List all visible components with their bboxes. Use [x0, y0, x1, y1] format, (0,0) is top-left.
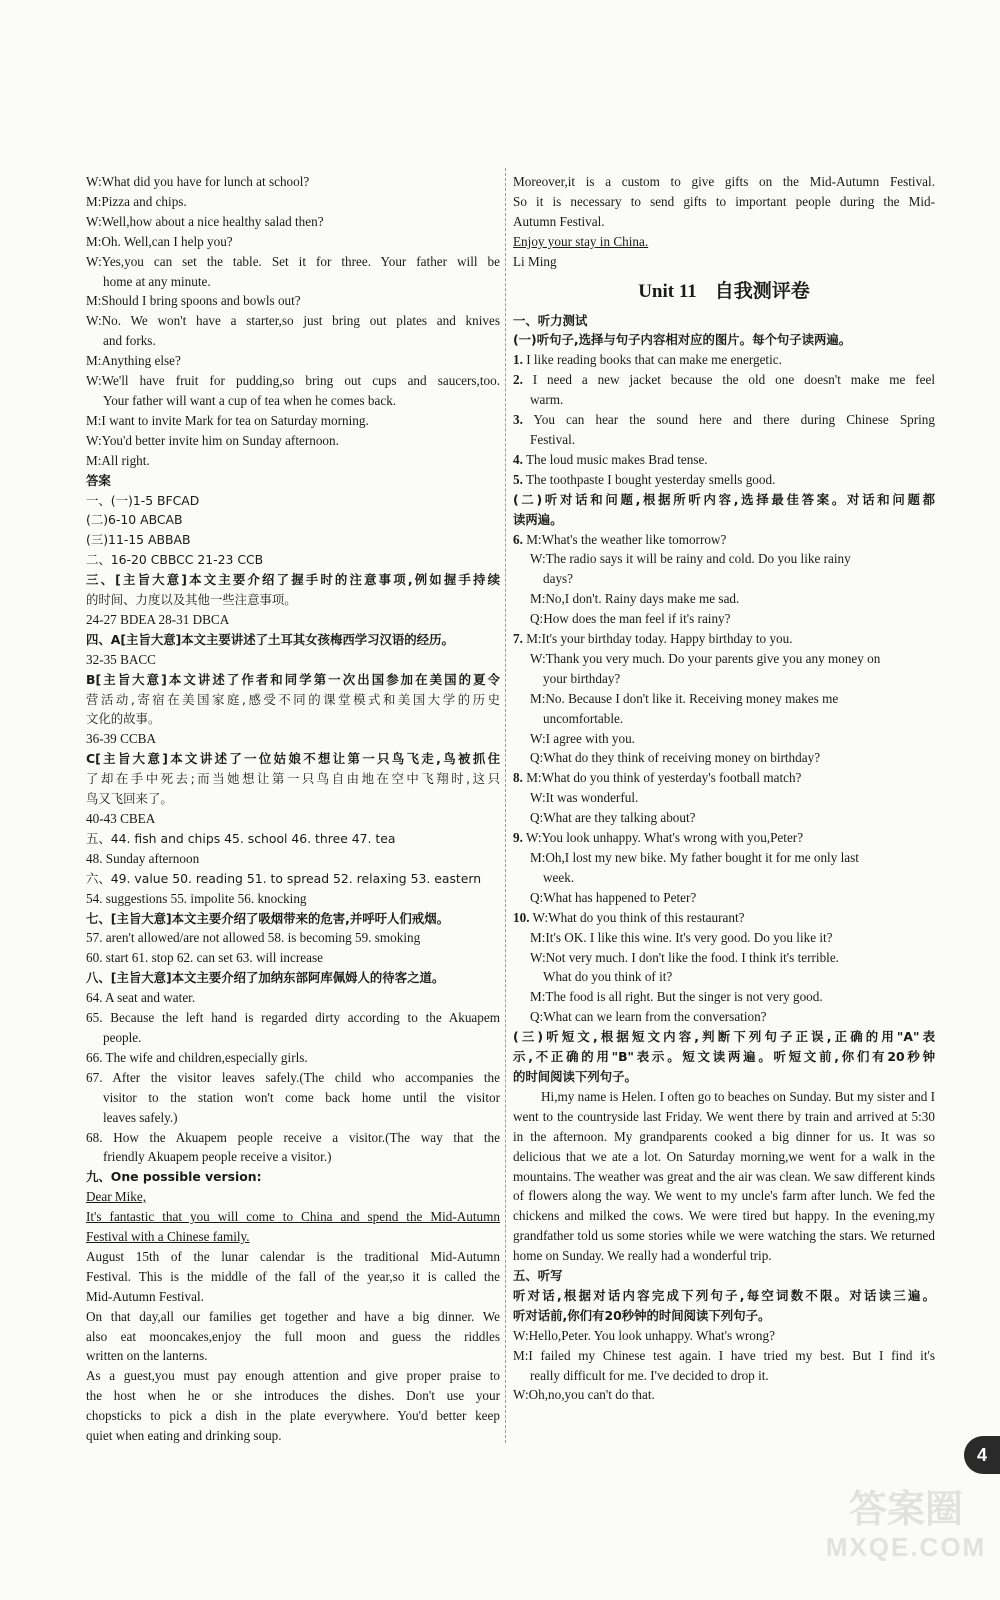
- instruction: 读两遍。: [513, 511, 563, 527]
- answer-line: 65. Because the left hand is regarded dirty according to the Akuapem: [86, 1010, 500, 1026]
- dialogue-line: W:Hello,Peter. You look unhappy. What's wrong?: [513, 1327, 775, 1343]
- dialogue-line: [513, 848, 935, 868]
- letter-line: Moreover,it is a custom to give gifts on the Mid-Autumn Festival.: [513, 174, 935, 189]
- dialogue-line: W:Oh,no,you can't do that.: [513, 1387, 655, 1403]
- dialogue-line: [513, 609, 935, 629]
- letter-line: written on the lanterns.: [86, 1348, 208, 1364]
- question-item: [513, 390, 935, 410]
- question-number: 9.: [513, 830, 523, 846]
- question-number: 5.: [513, 471, 523, 487]
- dialogue-text: W:I agree with you.: [530, 730, 635, 746]
- question-item: [513, 350, 935, 370]
- dialogue-line: [513, 748, 935, 768]
- dialogue-line: Your father will want a cup of tea when he comes back.: [103, 392, 397, 408]
- question-number: 6.: [513, 531, 523, 547]
- dialogue-line: [513, 788, 935, 808]
- dialogue-text: Q:What has happened to Peter?: [530, 889, 697, 905]
- dialogue-text: M:It's OK. I like this wine. It's very good. Do you like it?: [530, 929, 833, 945]
- dialogue-line: [513, 689, 935, 709]
- dialogue-text: Q:What are they talking about?: [530, 810, 696, 826]
- letter-line: Mid-Autumn Festival.: [86, 1288, 204, 1304]
- question-number: 8.: [513, 770, 523, 786]
- dialogue-line: [513, 908, 935, 928]
- answer-line: (二)6-10 ABCAB: [86, 512, 183, 528]
- answer-line: 营活动,寄宿在美国家庭,感受不同的课堂模式和美国大学的历史: [86, 691, 500, 707]
- dialogue-line: [513, 967, 935, 987]
- dialogue-line: [513, 868, 935, 888]
- instruction: 听对话,根据对话内容完成下列句子,每空词数不限。对话读三遍。: [513, 1287, 935, 1303]
- dialogue-text: M:No,I don't. Rainy days make me sad.: [530, 591, 740, 607]
- dialogue-line: M:All right.: [86, 452, 150, 468]
- instruction: (二)听对话和问题,根据所听内容,选择最佳答案。对话和问题都: [513, 491, 935, 507]
- unit-number: Unit 11: [638, 280, 697, 302]
- answer-line: 四、A[主旨大意]本文主要讲述了土耳其女孩梅西学习汉语的经历。: [86, 631, 454, 647]
- letter-line: Festival with a Chinese family.: [86, 1229, 250, 1245]
- listening-passage: Hi,my name is Helen. I often go to beaches on Sunday. But my sister and I went to the countryside last Friday. We went there by train and arrived at 5:30 in the afternoon. My grandparents cooked a big dinner for us. It was so delicious that we ate a lot. On Saturday morning,we went for a walk in the mountains. The weather was great and the air was clean. We saw different kinds of flowers along the way. We went to my uncle's farm after lunch. We fed the chickens and milked the cows. We were tired but happy. In the evening,my grandfather told us some stories while we were watching the stars. We returned home on Sunday. We really had a wonderful trip.: [513, 1088, 935, 1264]
- question-number: 4.: [513, 451, 523, 467]
- dialogue-line: M:Should I bring spoons and bowls out?: [86, 293, 301, 309]
- answer-line: 二、16-20 CBBCC 21-23 CCB: [86, 552, 264, 568]
- answer-line: 54. suggestions 55. impolite 56. knocking: [86, 890, 307, 906]
- dialogue-text: uncomfortable.: [543, 710, 624, 726]
- section-heading: 五、听写: [513, 1268, 563, 1284]
- answer-line: people.: [103, 1029, 142, 1045]
- answer-line: 32-35 BACC: [86, 651, 156, 667]
- letter-line: also eat mooncakes,enjoy the full moon and guess the riddles: [86, 1328, 500, 1344]
- question-item: [513, 410, 935, 430]
- answer-line: 了却在手中死去;而当她想让第一只鸟自由地在空中飞翔时,这只: [86, 771, 500, 787]
- question-text: Festival.: [530, 431, 576, 447]
- dialogue-line: W:Well,how about a nice healthy salad then?: [86, 213, 324, 229]
- answer-line: 五、44. fish and chips 45. school 46. three 47. tea: [86, 830, 396, 846]
- letter-line: So it is necessary to send gifts to important people during the Mid-: [513, 193, 935, 209]
- dialogue-text: W:Not very much. I don't like the food. I think it's terrible.: [530, 949, 839, 965]
- answer-line: 36-39 CCBA: [86, 731, 156, 747]
- dialogue-text: week.: [543, 869, 575, 885]
- dialogue-text: Q:How does the man feel if it's rainy?: [530, 611, 731, 627]
- answer-line: leaves safely.): [103, 1109, 178, 1125]
- instruction: (三)听短文,根据短文内容,判断下列句子正误,正确的用"A"表: [513, 1029, 935, 1045]
- question-item: [513, 450, 935, 470]
- answer-line: 九、One possible version:: [86, 1169, 262, 1185]
- answer-line: 八、[主旨大意]本文主要介绍了加纳东部阿库佩姆人的待客之道。: [86, 970, 445, 986]
- instruction: 听对话前,你们有20秒钟的时间阅读下列句子。: [513, 1307, 771, 1323]
- question-number: 2.: [513, 372, 523, 388]
- dialogue-line: [513, 768, 935, 788]
- dialogue-line: home at any minute.: [103, 273, 211, 289]
- instruction: 示,不正确的用"B"表示。短文读两遍。听短文前,你们有20秒钟: [513, 1049, 935, 1065]
- column-divider: [505, 168, 506, 1443]
- dialogue-line: W:What did you have for lunch at school?: [86, 174, 310, 189]
- question-item: [513, 370, 935, 390]
- dialogue-text: What do you think of it?: [543, 969, 673, 985]
- answer-line: 68. How the Akuapem people receive a visitor.(The way that the: [86, 1129, 500, 1145]
- answer-line: friendly Akuapem people receive a visitor.): [103, 1149, 332, 1165]
- unit-subtitle: 自我测评卷: [714, 279, 810, 302]
- dialogue-line: [513, 928, 935, 948]
- section-heading: 一、听力测试: [513, 312, 588, 328]
- question-text: warm.: [530, 392, 564, 408]
- answer-line: 三、[主旨大意]本文主要介绍了握手时的注意事项,例如握手持续: [86, 572, 500, 588]
- dialogue-line: really difficult for me. I've decided to drop it.: [530, 1367, 769, 1383]
- dialogue-text: M:The food is all right. But the singer is not very good.: [530, 989, 823, 1005]
- left-column: [86, 172, 500, 1446]
- dialogue-line: [513, 629, 935, 649]
- answers-heading: 答案: [86, 472, 111, 488]
- watermark-text: 答案圈: [848, 1487, 963, 1531]
- dialogue-text: Q:What can we learn from the conversation?: [530, 1009, 767, 1025]
- answer-line: 57. aren't allowed/are not allowed 58. is becoming 59. smoking: [86, 930, 421, 946]
- dialogue-line: [513, 589, 935, 609]
- letter-line: Enjoy your stay in China.: [513, 233, 649, 249]
- answer-line: 66. The wife and children,especially girls.: [86, 1049, 308, 1065]
- dialogue-text: W:Thank you very much. Do your parents give you any money on: [530, 650, 881, 666]
- answer-line: 60. start 61. stop 62. can set 63. will increase: [86, 950, 323, 966]
- dialogue-line: [513, 808, 935, 828]
- dialogue-line: W:Yes,you can set the table. Set it for three. Your father will be: [86, 253, 500, 269]
- question-item: [513, 430, 935, 450]
- dialogue-line: W:You'd better invite him on Sunday afternoon.: [86, 432, 339, 448]
- dialogue-line: [513, 709, 935, 729]
- answer-line: B[主旨大意]本文讲述了作者和同学第一次出国参加在美国的夏令: [86, 671, 500, 687]
- answer-line: 六、49. value 50. reading 51. to spread 52. relaxing 53. eastern: [86, 870, 482, 886]
- page-number: 4: [964, 1436, 1000, 1474]
- dialogue-text: M:No. Because I don't like it. Receiving money makes me: [530, 690, 839, 706]
- letter-line: Autumn Festival.: [513, 213, 605, 229]
- answer-line: C[主旨大意]本文讲述了一位姑娘不想让第一只鸟飞走,鸟被抓住: [86, 751, 500, 767]
- letter-line: chopsticks to pick a dish in the plate everywhere. You'd better keep: [86, 1408, 500, 1424]
- answer-line: 40-43 CBEA: [86, 811, 156, 826]
- letter-line: August 15th of the lunar calendar is the traditional Mid-Autumn: [86, 1248, 500, 1264]
- dialogue-text: M:What do you think of yesterday's football match?: [526, 770, 802, 786]
- answer-line: (三)11-15 ABBAB: [86, 532, 191, 548]
- question-number: 10.: [513, 909, 530, 925]
- question-text: The loud music makes Brad tense.: [525, 451, 708, 467]
- dialogue-line: [513, 549, 935, 569]
- dialogue-text: M:Oh,I lost my new bike. My father bought it for me only last: [530, 850, 859, 865]
- dialogue-text: W:What do you think of this restaurant?: [532, 909, 745, 925]
- right-column: [513, 172, 935, 1405]
- letter-line: the host when he or she introduces the dishes. Don't use your: [86, 1388, 500, 1404]
- answer-line: 48. Sunday afternoon: [86, 850, 200, 866]
- dialogue-text: M:What's the weather like tomorrow?: [526, 531, 727, 547]
- dialogue-line: [513, 729, 935, 749]
- watermark-logo: [818, 1486, 994, 1596]
- letter-line: Li Ming: [513, 253, 557, 269]
- question-number: 3.: [513, 412, 523, 428]
- question-text: You can hear the sound here and there during Chinese Spring: [533, 412, 935, 428]
- instruction: 的时间阅读下列句子。: [513, 1068, 637, 1084]
- dialogue-line: M:Pizza and chips.: [86, 193, 187, 209]
- letter-line: Dear Mike,: [86, 1189, 147, 1205]
- dialogue-text: Q:What do they think of receiving money on birthday?: [530, 750, 821, 766]
- letter-line: As a guest,you must pay enough attention and give proper praise to: [86, 1368, 500, 1384]
- dialogue-line: M:I want to invite Mark for tea on Saturday morning.: [86, 412, 369, 428]
- dialogue-line: W:We'll have fruit for pudding,so bring out cups and saucers,too.: [86, 373, 500, 389]
- dialogue-line: M:Oh. Well,can I help you?: [86, 233, 233, 249]
- instruction: (一)听句子,选择与句子内容相对应的图片。每个句子读两遍。: [513, 332, 852, 348]
- answer-line: 七、[主旨大意]本文主要介绍了吸烟带来的危害,并呼吁人们戒烟。: [86, 910, 449, 926]
- dialogue-text: W:It was wonderful.: [530, 790, 639, 806]
- answer-line: 文化的故事。: [86, 711, 161, 727]
- letter-line: Festival. This is the middle of the fall of the year,so it is called the: [86, 1268, 500, 1284]
- question-number: 7.: [513, 631, 523, 647]
- letter-line: quiet when eating and drinking soup.: [86, 1428, 282, 1444]
- dialogue-line: [513, 987, 935, 1007]
- dialogue-line: [513, 669, 935, 689]
- dialogue-text: W:The radio says it will be rainy and cold. Do you like rainy: [530, 551, 851, 567]
- letter-line: On that day,all our families get together and have a big dinner. We: [86, 1308, 500, 1324]
- dialogue-line: [513, 530, 935, 550]
- dialogue-line: [513, 649, 935, 669]
- dialogue-text: days?: [543, 571, 574, 587]
- question-number: 1.: [513, 352, 523, 368]
- dialogue-line: W:No. We won't have a starter,so just bring out plates and knives: [86, 313, 500, 329]
- answer-line: 一、(一)1-5 BFCAD: [86, 492, 200, 508]
- question-text: The toothpaste I bought yesterday smells good.: [525, 471, 776, 487]
- dialogue-line: and forks.: [103, 333, 156, 349]
- question-item: [513, 470, 935, 490]
- dialogue-text: M:It's your birthday today. Happy birthday to you.: [526, 631, 793, 647]
- dialogue-line: [513, 888, 935, 908]
- question-text: I need a new jacket because the old one doesn't make me feel: [532, 372, 935, 388]
- dialogue-text: W:You look unhappy. What's wrong with you,Peter?: [525, 830, 804, 846]
- dialogue-line: M:Anything else?: [86, 353, 181, 369]
- dialogue-line: [513, 828, 935, 848]
- answer-line: 鸟又飞回来了。: [86, 791, 173, 807]
- question-text: I like reading books that can make me energetic.: [526, 352, 782, 368]
- unit-title: [513, 278, 935, 305]
- dialogue-line: M:I failed my Chinese test again. I have tried my best. But I find it's: [513, 1347, 935, 1363]
- dialogue-text: your birthday?: [543, 670, 621, 686]
- answer-line: 64. A seat and water.: [86, 990, 196, 1006]
- answer-line: visitor to the station won't come back home until the visitor: [103, 1089, 500, 1105]
- dialogue-line: [513, 1007, 935, 1027]
- dialogue-line: [513, 569, 935, 589]
- answer-line: 24-27 BDEA 28-31 DBCA: [86, 611, 230, 627]
- answer-line: 67. After the visitor leaves safely.(The child who accompanies the: [86, 1069, 500, 1085]
- watermark-url: MXQE.COM: [825, 1532, 987, 1562]
- letter-line: It's fantastic that you will come to China and spend the Mid-Autumn: [86, 1209, 500, 1225]
- answer-line: 的时间、力度以及其他一些注意事项。: [86, 592, 297, 608]
- dialogue-line: [513, 948, 935, 968]
